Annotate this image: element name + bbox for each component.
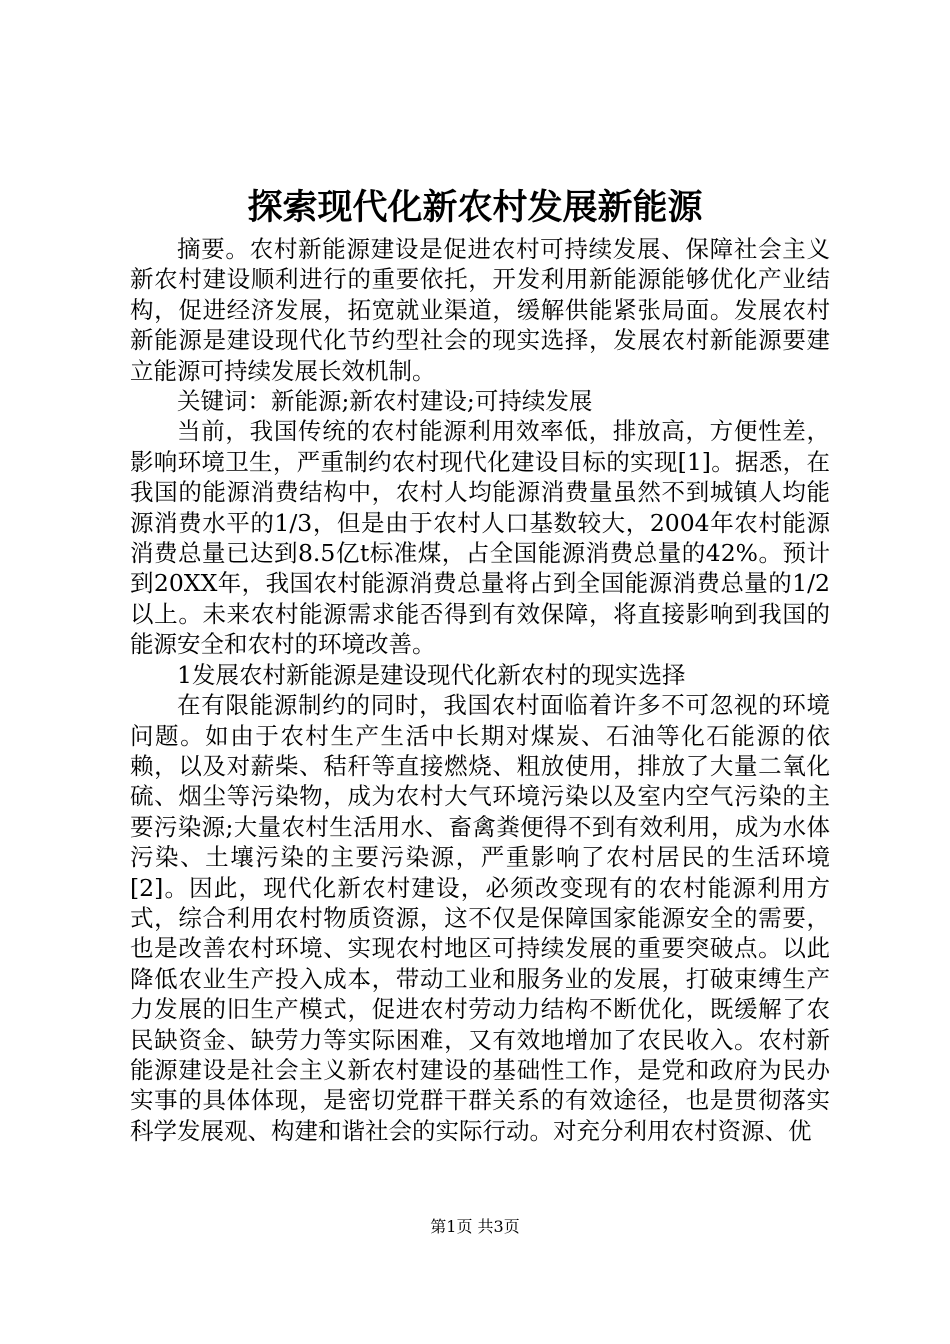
abstract-paragraph: 摘要。农村新能源建设是促进农村可持续发展、保障社会主义新农村建设顺利进行的重要依托，开发利用新能源能够优化产业结构，促进经济发展，拓宽就业渠道，缓解供能紧张局面。发展农村新能源是建设现代化节约型社会的现实选择，发展农村新能源要建立能源可持续发展长效机制。 — [130, 235, 830, 385]
section-heading: 1发展农村新能源是建设现代化新农村的现实选择 — [177, 660, 686, 689]
page-number-footer: 第1页 共3页 — [430, 1217, 520, 1236]
body-paragraph: 在有限能源制约的同时，我国农村面临着许多不可忽视的环境问题。如由于农村生产生活中长期对煤炭、石油等化石能源的依赖，以及对薪柴、秸秆等直接燃烧、粗放使用，排放了大量二氧化硫、烟尘等污染物，成为农村大气环境污染以及室内空气污染的主要污染源;大量农村生活用水、畜禽粪便得不到有效利用，成为水体污染、土壤污染的主要污染源，严重影响了农村居民的生活环境[2]。因此，现代化新农村建设，必须改变现有的农村能源利用方式，综合利用农村物质资源，这不仅是保障国家能源安全的需要，也是改善农村环境、实现农村地区可持续发展的重要突破点。以此降低农业生产投入成本，带动工业和服务业的发展，打破束缚生产力发展的旧生产模式，促进农村劳动力结构不断优化，既缓解了农民缺资金、缺劳力等实际困难，又有效地增加了农民收入。农村新能源建设是社会主义新农村建设的基础性工作，是党和政府为民办实事的具体体现，是密切党群干群关系的有效途径，也是贯彻落实科学发展观、构建和谐社会的实际行动。对充分利用农村资源、优 — [130, 691, 830, 1145]
keywords-paragraph: 关键词：新能源;新农村建设;可持续发展 — [177, 387, 593, 416]
body-paragraph: 当前，我国传统的农村能源利用效率低，排放高，方便性差，影响环境卫生，严重制约农村现代化建设目标的实现[1]。据悉，在我国的能源消费结构中，农村人均能源消费量虽然不到城镇人均能源消费水平的1/3，但是由于农村人口基数较大，2004年农村能源消费总量已达到8.5亿t标准煤，占全国能源消费总量的42%。预计到20XX年，我国农村能源消费总量将占到全国能源消费总量的1/2以上。未来农村能源需求能否得到有效保障，将直接影响到我国的能源安全和农村的环境改善。 — [130, 417, 830, 659]
document-title: 探索现代化新农村发展新能源 — [247, 187, 703, 228]
document-body — [130, 234, 830, 1146]
